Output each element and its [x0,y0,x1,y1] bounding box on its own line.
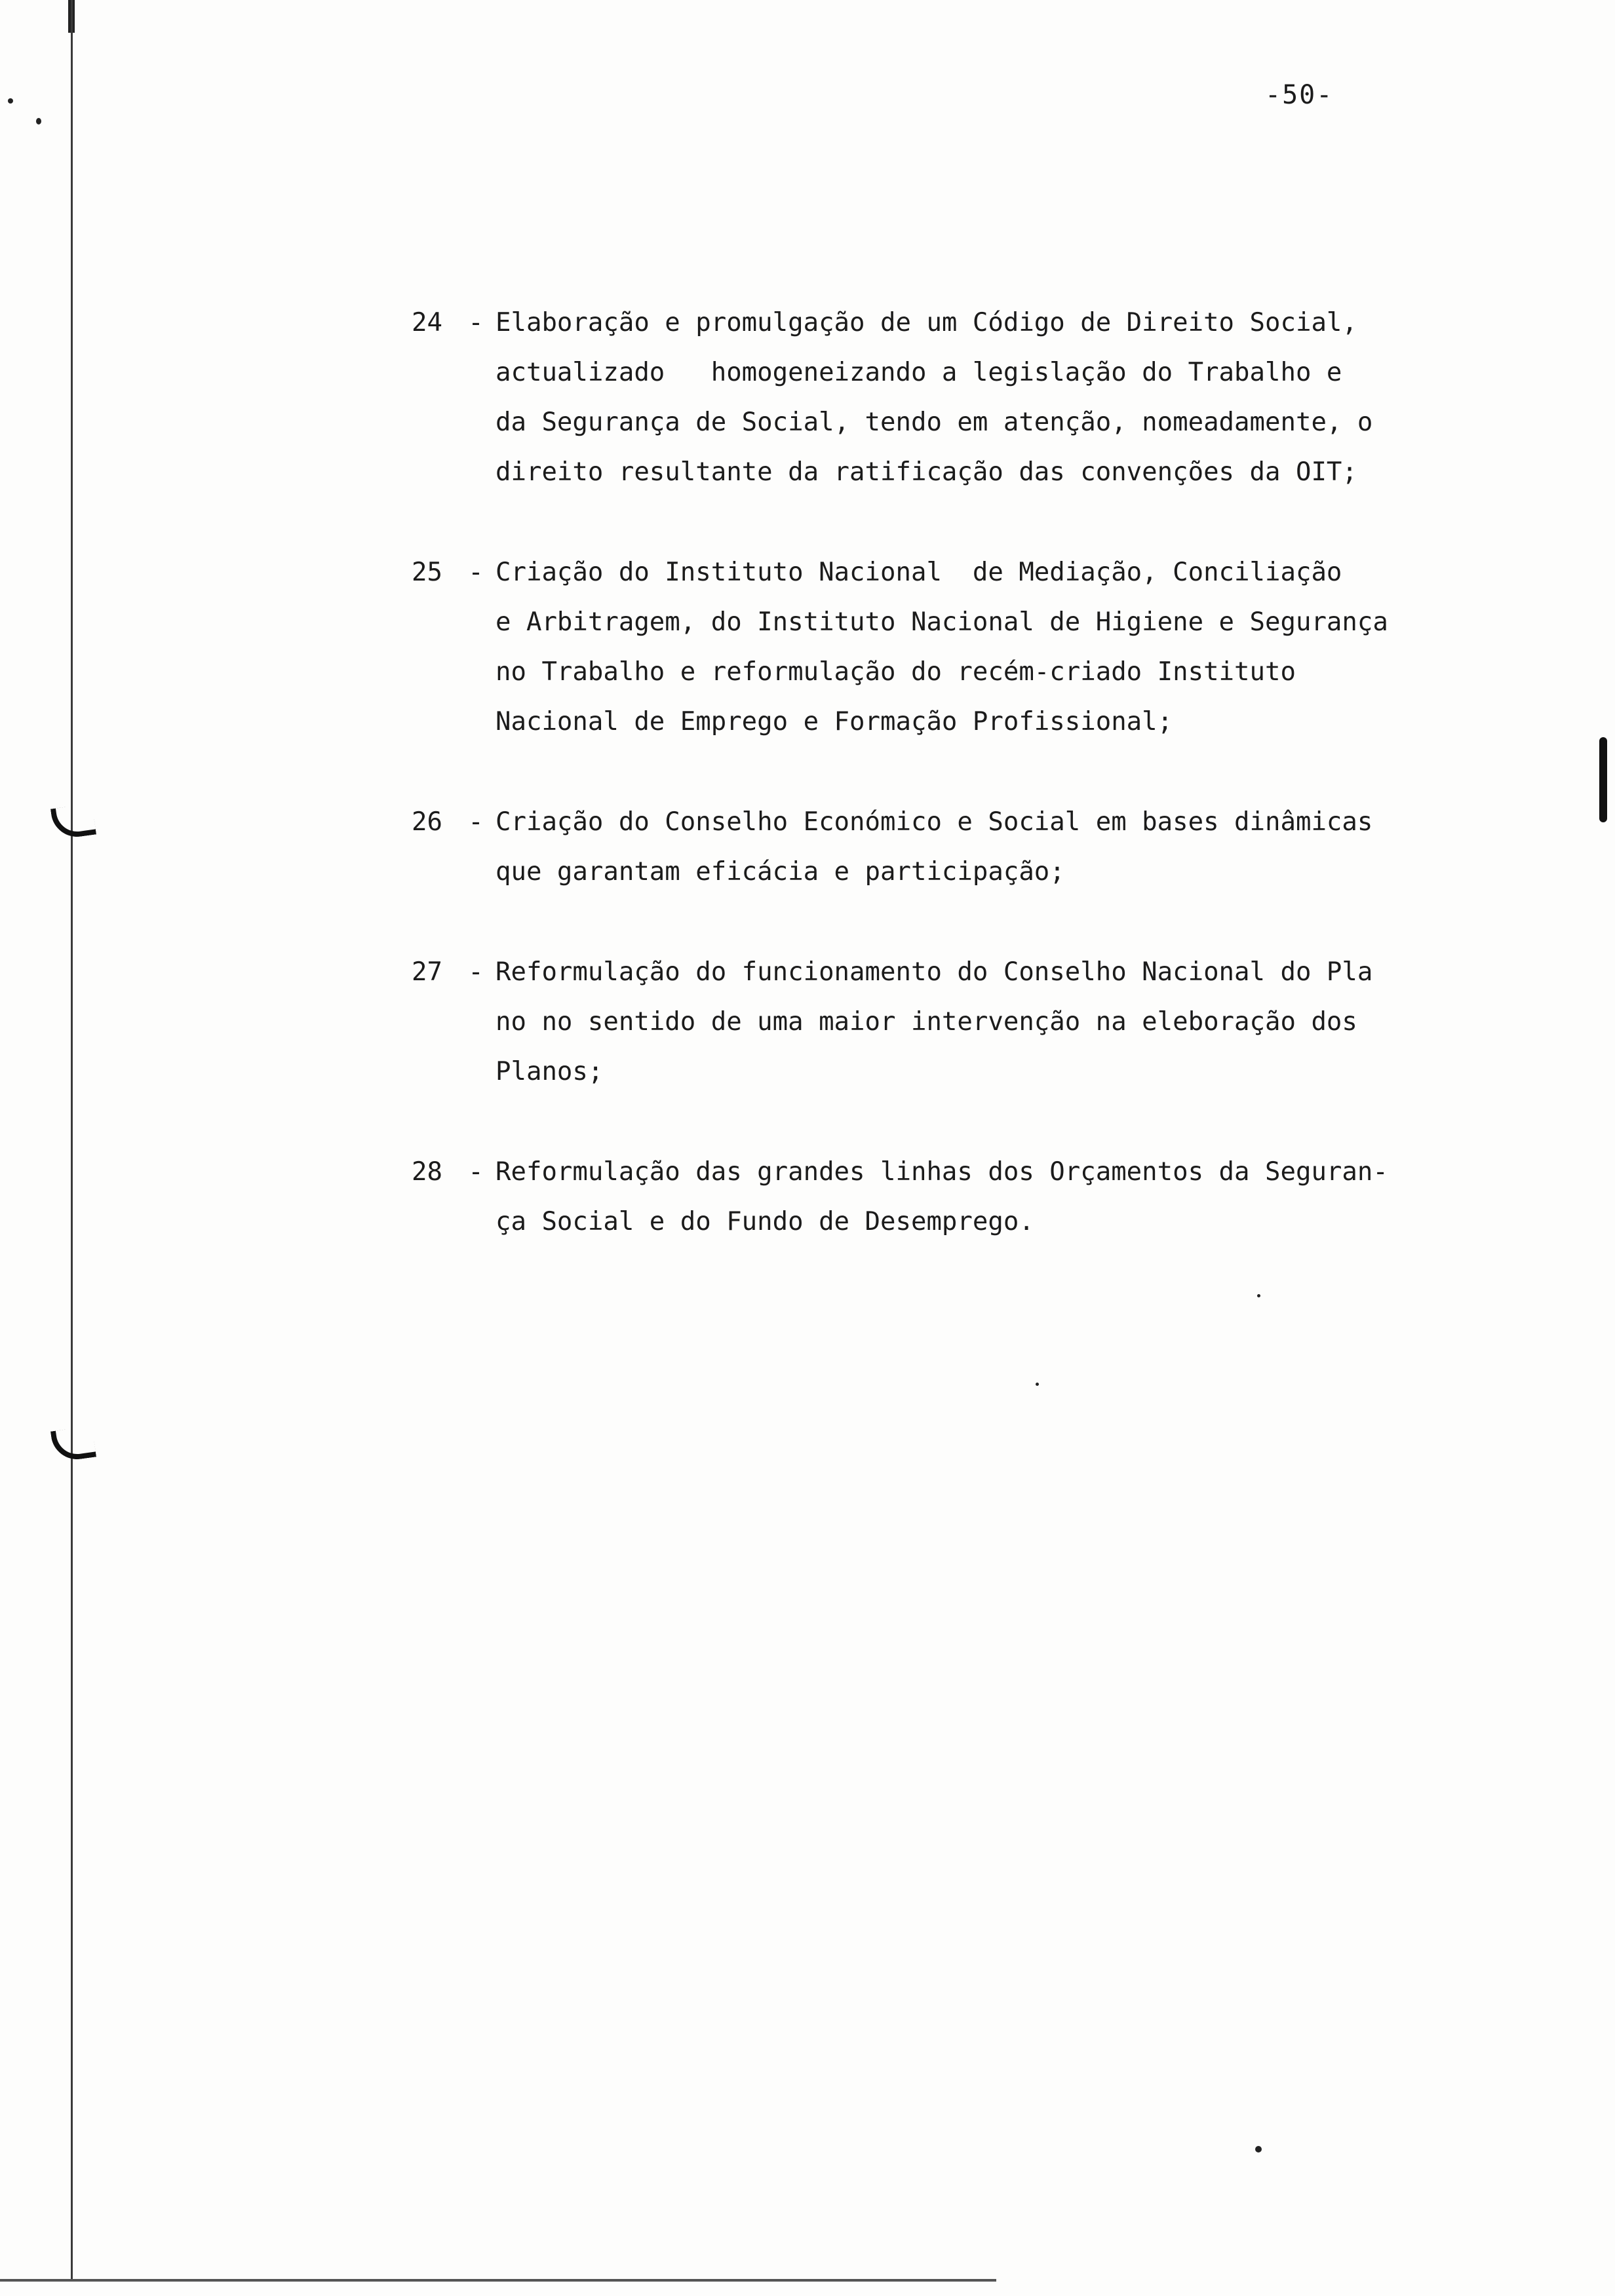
staple-mark-icon [50,1426,96,1463]
text-line: no no sentido de uma maior intervenção na eleboração dos [496,1007,1357,1037]
text-line: Nacional de Emprego e Formação Profissional; [496,707,1173,737]
item-number: 24 [412,308,442,337]
text-line: da Segurança de Social, tendo em atenção, nomeadamente, o [496,408,1373,437]
item-number: 28 [412,1157,442,1187]
text-line: ça Social e do Fundo de Desemprego. [496,1207,1034,1236]
text-line: direito resultante da ratificação das convenções da OIT; [496,457,1357,487]
item-dash: - [468,308,484,337]
text-line: Reformulação das grandes linhas dos Orçamentos da Seguran- [496,1157,1388,1187]
speck [1036,1383,1039,1386]
item-dash: - [468,807,484,837]
text-line: que garantam eficácia e participação; [496,857,1065,887]
speck [36,118,41,124]
text-line: Criação do Instituto Nacional de Mediação, Conciliação [496,558,1342,587]
text-line: Reformulação do funcionamento do Conselho Nacional do Pla [496,957,1373,987]
list-item-25 [412,548,1500,747]
margin-mark [1599,737,1607,822]
text-line: no Trabalho e reformulação do recém-criado Instituto [496,657,1296,687]
speck [1255,2146,1262,2152]
item-text [496,298,1500,497]
text-line: Planos; [496,1057,604,1086]
list-item-24 [412,298,1500,497]
item-dash: - [468,1157,484,1187]
speck [8,98,13,104]
list-item-28 [412,1147,1500,1247]
text-line: actualizado homogeneizando a legislação do Trabalho e [496,358,1342,387]
text-line: e Arbitragem, do Instituto Nacional de Higiene e Segurança [496,607,1388,637]
list-item-27 [412,947,1500,1097]
item-text [496,947,1500,1097]
item-dash: - [468,957,484,987]
bottom-edge-line [0,2279,996,2282]
item-dash: - [468,558,484,587]
item-number: 25 [412,558,442,587]
numbered-list [412,298,1500,1297]
staple-mark-icon [50,803,96,840]
text-line: Elaboração e promulgação de um Código de Direito Social, [496,308,1357,337]
item-text [496,1147,1500,1247]
list-item-26 [412,797,1500,897]
text-line: Criação do Conselho Económico e Social em bases dinâmicas [496,807,1373,837]
item-number: 26 [412,807,442,837]
item-number: 27 [412,957,442,987]
binding-line [71,0,73,2280]
item-text [496,548,1500,747]
item-text [496,797,1500,897]
page-number: -50- [1265,80,1334,110]
